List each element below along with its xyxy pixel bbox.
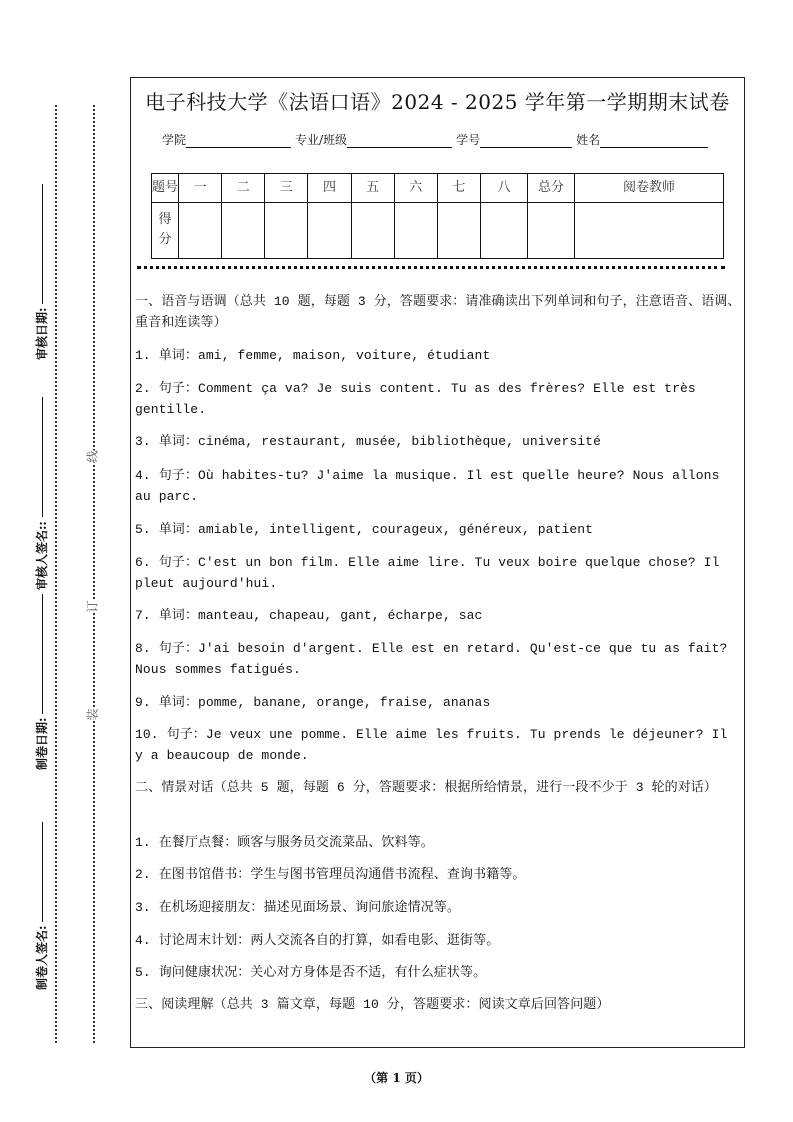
question-item: 1. 单词：ami, femme, maison, voiture, étudiant xyxy=(135,348,491,363)
preparation-date-field xyxy=(33,594,50,770)
exam-title: 电子科技大学《法语口语》2024 - 2025 学年第一学期期末试卷 xyxy=(145,90,730,114)
question-item: 8. 句子：J'ai besoin d'argent. Elle est en retard. Qu'est-ce que tu as fait? Nous sommes fatigués. xyxy=(135,641,728,677)
col-grader: 阅卷教师 xyxy=(575,174,724,203)
name-label: 姓名 xyxy=(576,133,601,147)
col-total: 总分 xyxy=(528,174,575,203)
binding-label-bind: 装 xyxy=(85,708,100,721)
preparation-date-label: 制卷日期: xyxy=(35,717,49,770)
question-item: 4. 讨论周末计划：两人交流各自的打算，如看电影、逛街等。 xyxy=(135,933,500,948)
col-6: 六 xyxy=(394,174,437,203)
review-date-field xyxy=(33,184,50,360)
student-id-label: 学号 xyxy=(456,133,481,147)
review-date-label: 审核日期: xyxy=(35,307,49,360)
col-8: 八 xyxy=(481,174,528,203)
score-cell[interactable] xyxy=(528,202,575,258)
col-3: 三 xyxy=(265,174,308,203)
preparer-signature-field xyxy=(33,822,50,990)
score-cell[interactable] xyxy=(437,202,480,258)
question-item: 5. 单词：amiable, intelligent, courageux, généreux, patient xyxy=(135,522,594,537)
question-item: 3. 在机场迎接朋友：描述见面场景、询问旅途情况等。 xyxy=(135,900,461,915)
score-table xyxy=(151,173,724,259)
question-item: 2. 在图书馆借书：学生与图书管理员沟通借书流程、查询书籍等。 xyxy=(135,867,526,882)
name-blank[interactable] xyxy=(600,133,708,148)
major-class-label: 专业/班级 xyxy=(295,133,348,147)
score-cell[interactable] xyxy=(265,202,308,258)
question-item: 9. 单词：pomme, banane, orange, fraise, ananas xyxy=(135,695,491,710)
col-5: 五 xyxy=(351,174,394,203)
reviewer-signature-field xyxy=(33,397,50,590)
major-class-blank[interactable] xyxy=(347,133,452,148)
score-cell[interactable] xyxy=(481,202,528,258)
section-3-heading: 三、阅读理解（总共 3 篇文章，每题 10 分，答题要求：阅读文章后回答问题） xyxy=(135,997,610,1012)
page-number: （第 1 页） xyxy=(364,1071,429,1085)
col-7: 七 xyxy=(437,174,480,203)
college-label: 学院 xyxy=(162,133,187,147)
question-item: 2. 句子：Comment ça va? Je suis content. Tu as des frères? Elle est très gentille. xyxy=(135,381,696,417)
binding-label-line: 线 xyxy=(85,450,100,463)
row-label: 得分 xyxy=(152,202,179,258)
col-2: 二 xyxy=(222,174,265,203)
preparation-date-blank[interactable] xyxy=(41,594,43,714)
question-item: 4. 句子：Où habites-tu? J'aime la musique. Il est quelle heure? Nous allons au parc. xyxy=(135,468,720,504)
score-table-score-row xyxy=(152,202,724,258)
preparer-signature-label: 制卷人签名: xyxy=(35,925,49,990)
binding-label-staple: 订 xyxy=(85,600,100,613)
separator-dotted-line xyxy=(137,266,725,269)
question-item: 3. 单词：cinéma, restaurant, musée, bibliothèque, université xyxy=(135,434,601,449)
col-1: 一 xyxy=(179,174,222,203)
reviewer-signature-label: 审核人签名:: xyxy=(35,521,49,590)
score-cell[interactable] xyxy=(222,202,265,258)
question-item: 10. 句子：Je veux une pomme. Elle aime les fruits. Tu prends le déjeuner? Il y a beaucoup de monde. xyxy=(135,727,728,763)
question-item: 7. 单词：manteau, chapeau, gant, écharpe, sac xyxy=(135,608,483,623)
binding-dotted-line-outer xyxy=(55,105,57,1043)
question-item: 6. 句子：C'est un bon film. Elle aime lire. Tu veux boire quelque chose? Il pleut aujourd'hui. xyxy=(135,555,720,591)
college-blank[interactable] xyxy=(186,133,291,148)
section-1-heading: 一、语音与语调（总共 10 题，每题 3 分，答题要求：请准确读出下列单词和句子，注意语音、语调、重音和连读等） xyxy=(135,294,741,330)
section-2-heading: 二、情景对话（总共 5 题，每题 6 分，答题要求：根据所给情景，进行一段不少于 3 轮的对话） xyxy=(135,780,718,795)
review-date-blank[interactable] xyxy=(41,184,43,304)
student-info-row xyxy=(162,131,712,148)
preparer-signature-blank[interactable] xyxy=(41,822,43,922)
student-id-blank[interactable] xyxy=(480,133,572,148)
score-table-header-row xyxy=(152,174,724,203)
score-cell[interactable] xyxy=(308,202,351,258)
header-label: 题号 xyxy=(152,174,179,203)
score-cell[interactable] xyxy=(351,202,394,258)
reviewer-signature-blank[interactable] xyxy=(41,397,43,517)
question-item: 1. 在餐厅点餐：顾客与服务员交流菜品、饮料等。 xyxy=(135,835,434,850)
col-4: 四 xyxy=(308,174,351,203)
score-cell[interactable] xyxy=(394,202,437,258)
score-cell[interactable] xyxy=(179,202,222,258)
binding-dotted-line-inner xyxy=(93,105,95,1043)
question-item: 5. 询问健康状况：关心对方身体是否不适，有什么症状等。 xyxy=(135,965,487,980)
score-cell[interactable] xyxy=(575,202,724,258)
